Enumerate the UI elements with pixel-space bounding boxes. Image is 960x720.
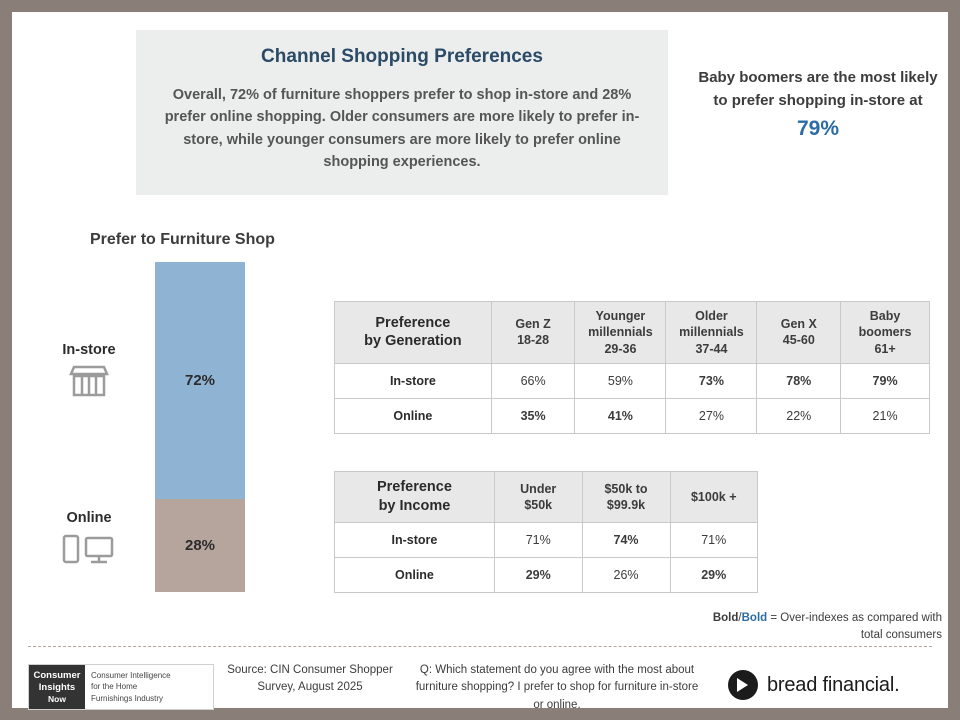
income-col-100k-plus bbox=[670, 472, 757, 523]
corner-line-2: by Generation bbox=[364, 333, 462, 350]
cell-online-100k-plus: 29% bbox=[670, 557, 757, 592]
col-line-1: Gen Z bbox=[515, 317, 551, 332]
income-col-under-50k bbox=[494, 472, 582, 523]
col-line-1: Older bbox=[695, 309, 728, 323]
col-line-2: $50k bbox=[524, 497, 553, 512]
col-line-1: $100k + bbox=[690, 489, 737, 504]
callout-box bbox=[136, 30, 668, 195]
store-icon bbox=[34, 364, 144, 403]
legend-separator: / bbox=[738, 612, 742, 624]
income-table bbox=[334, 471, 758, 593]
col-line-1: Baby bbox=[869, 309, 901, 323]
col-line-2: boomers bbox=[858, 325, 912, 340]
corner-line-2: by Income bbox=[378, 497, 451, 514]
cin-text-line-3: Furnishings Industry bbox=[91, 693, 164, 703]
cell-instore-100k-plus: 71% bbox=[670, 522, 757, 557]
cin-logo-text bbox=[85, 665, 213, 709]
chart-title: Prefer to Furniture Shop bbox=[90, 231, 275, 248]
row-label-instore: In-store bbox=[335, 522, 495, 557]
cin-text-line-1: Consumer Intelligence bbox=[91, 670, 171, 680]
bread-logo-text: bread financial. bbox=[767, 673, 900, 696]
cell-online-older-millennials: 27% bbox=[666, 398, 757, 433]
generation-col-baby-boomers bbox=[841, 302, 930, 364]
income-table-corner bbox=[335, 472, 495, 523]
income-col-50k-99k bbox=[582, 472, 670, 523]
table-row bbox=[335, 363, 930, 398]
bar-category-label-online: Online bbox=[66, 510, 112, 526]
col-line-2: $99.9k bbox=[606, 497, 646, 512]
col-line-1: $50k to bbox=[604, 481, 648, 496]
legend-bold-blue: Bold bbox=[741, 612, 768, 624]
table-header-row bbox=[335, 472, 758, 523]
highlight-stat bbox=[696, 66, 940, 141]
highlight-text: Baby boomers are the most likely to prefer shopping in-store at bbox=[698, 69, 938, 110]
cell-instore-genz: 66% bbox=[491, 363, 575, 398]
cell-instore-50k-99k: 74% bbox=[582, 522, 670, 557]
col-line-2: millennials bbox=[588, 325, 653, 340]
bar-segment-instore bbox=[155, 262, 245, 499]
col-line-2: millennials bbox=[679, 325, 744, 340]
bread-logo-icon bbox=[728, 670, 758, 700]
source-note: Source: CIN Consumer Shopper Survey, August 2025 bbox=[227, 664, 393, 694]
col-line-3: 61+ bbox=[874, 341, 896, 356]
cell-online-genz: 35% bbox=[491, 398, 575, 433]
col-line-2: 18-28 bbox=[517, 333, 550, 348]
cell-instore-baby-boomers: 79% bbox=[841, 363, 930, 398]
corner-line-1: Preference bbox=[376, 479, 452, 495]
cin-logo-mark bbox=[29, 665, 85, 709]
col-line-3: 29-36 bbox=[604, 341, 637, 356]
bar-value-online: 28% bbox=[184, 537, 216, 554]
footer-divider bbox=[28, 646, 932, 647]
row-label-instore: In-store bbox=[335, 363, 492, 398]
col-line-1: Gen X bbox=[780, 317, 817, 332]
row-label-online: Online bbox=[335, 557, 495, 592]
cell-instore-under-50k: 71% bbox=[494, 522, 582, 557]
cell-instore-younger-millennials: 59% bbox=[575, 363, 666, 398]
cell-online-genx: 22% bbox=[757, 398, 841, 433]
question-note: Q: Which statement do you agree with the most about furniture shopping? I prefer to shop for furniture in-store or online. bbox=[415, 664, 699, 711]
legend-note bbox=[712, 610, 942, 645]
bar-segment-online bbox=[155, 499, 245, 592]
highlight-number: 79% bbox=[796, 116, 840, 140]
row-label-online: Online bbox=[335, 398, 492, 433]
slide-canvas bbox=[12, 12, 948, 711]
legend-text: = Over-indexes as compared with total consumers bbox=[767, 612, 942, 642]
cin-mark-line-1: Consumer bbox=[33, 669, 81, 681]
cell-instore-older-millennials: 73% bbox=[666, 363, 757, 398]
table-header-row bbox=[335, 302, 930, 364]
table-row bbox=[335, 398, 930, 433]
generation-col-younger-millennials bbox=[575, 302, 666, 364]
callout-body: Overall, 72% of furniture shoppers prefer to shop in-store and 28% prefer online shopping. Older consumers are more likely to prefer in-store, while younger consumers are more likely to prefer online shopping experiences. bbox=[164, 87, 640, 171]
cell-online-baby-boomers: 21% bbox=[841, 398, 930, 433]
cin-text-line-2: for the Home bbox=[91, 682, 138, 692]
generation-col-genx bbox=[757, 302, 841, 364]
table-row bbox=[335, 522, 758, 557]
bar-category-label-instore: In-store bbox=[62, 342, 116, 358]
stacked-bar-chart bbox=[155, 262, 245, 592]
col-line-3: 37-44 bbox=[695, 341, 728, 356]
col-line-1: Younger bbox=[595, 309, 646, 323]
generation-col-older-millennials bbox=[666, 302, 757, 364]
generation-col-genz bbox=[491, 302, 575, 364]
callout-title: Channel Shopping Preferences bbox=[261, 46, 543, 67]
col-line-1: Under bbox=[520, 481, 557, 496]
col-line-2: 45-60 bbox=[782, 333, 815, 348]
devices-icon bbox=[34, 532, 144, 571]
cell-online-50k-99k: 26% bbox=[582, 557, 670, 592]
cin-logo bbox=[28, 664, 214, 710]
corner-line-1: Preference bbox=[375, 314, 451, 331]
cell-instore-genx: 78% bbox=[757, 363, 841, 398]
bar-value-instore: 72% bbox=[184, 372, 216, 389]
generation-table bbox=[334, 301, 930, 434]
cin-mark-line-2: Insights bbox=[38, 681, 76, 693]
generation-table-corner bbox=[335, 302, 492, 364]
bread-financial-logo bbox=[728, 670, 899, 700]
cin-mark-line-3: Now bbox=[48, 693, 66, 704]
table-row bbox=[335, 557, 758, 592]
cell-online-under-50k: 29% bbox=[494, 557, 582, 592]
cell-online-younger-millennials: 41% bbox=[575, 398, 666, 433]
legend-bold-dark: Bold bbox=[712, 612, 739, 624]
